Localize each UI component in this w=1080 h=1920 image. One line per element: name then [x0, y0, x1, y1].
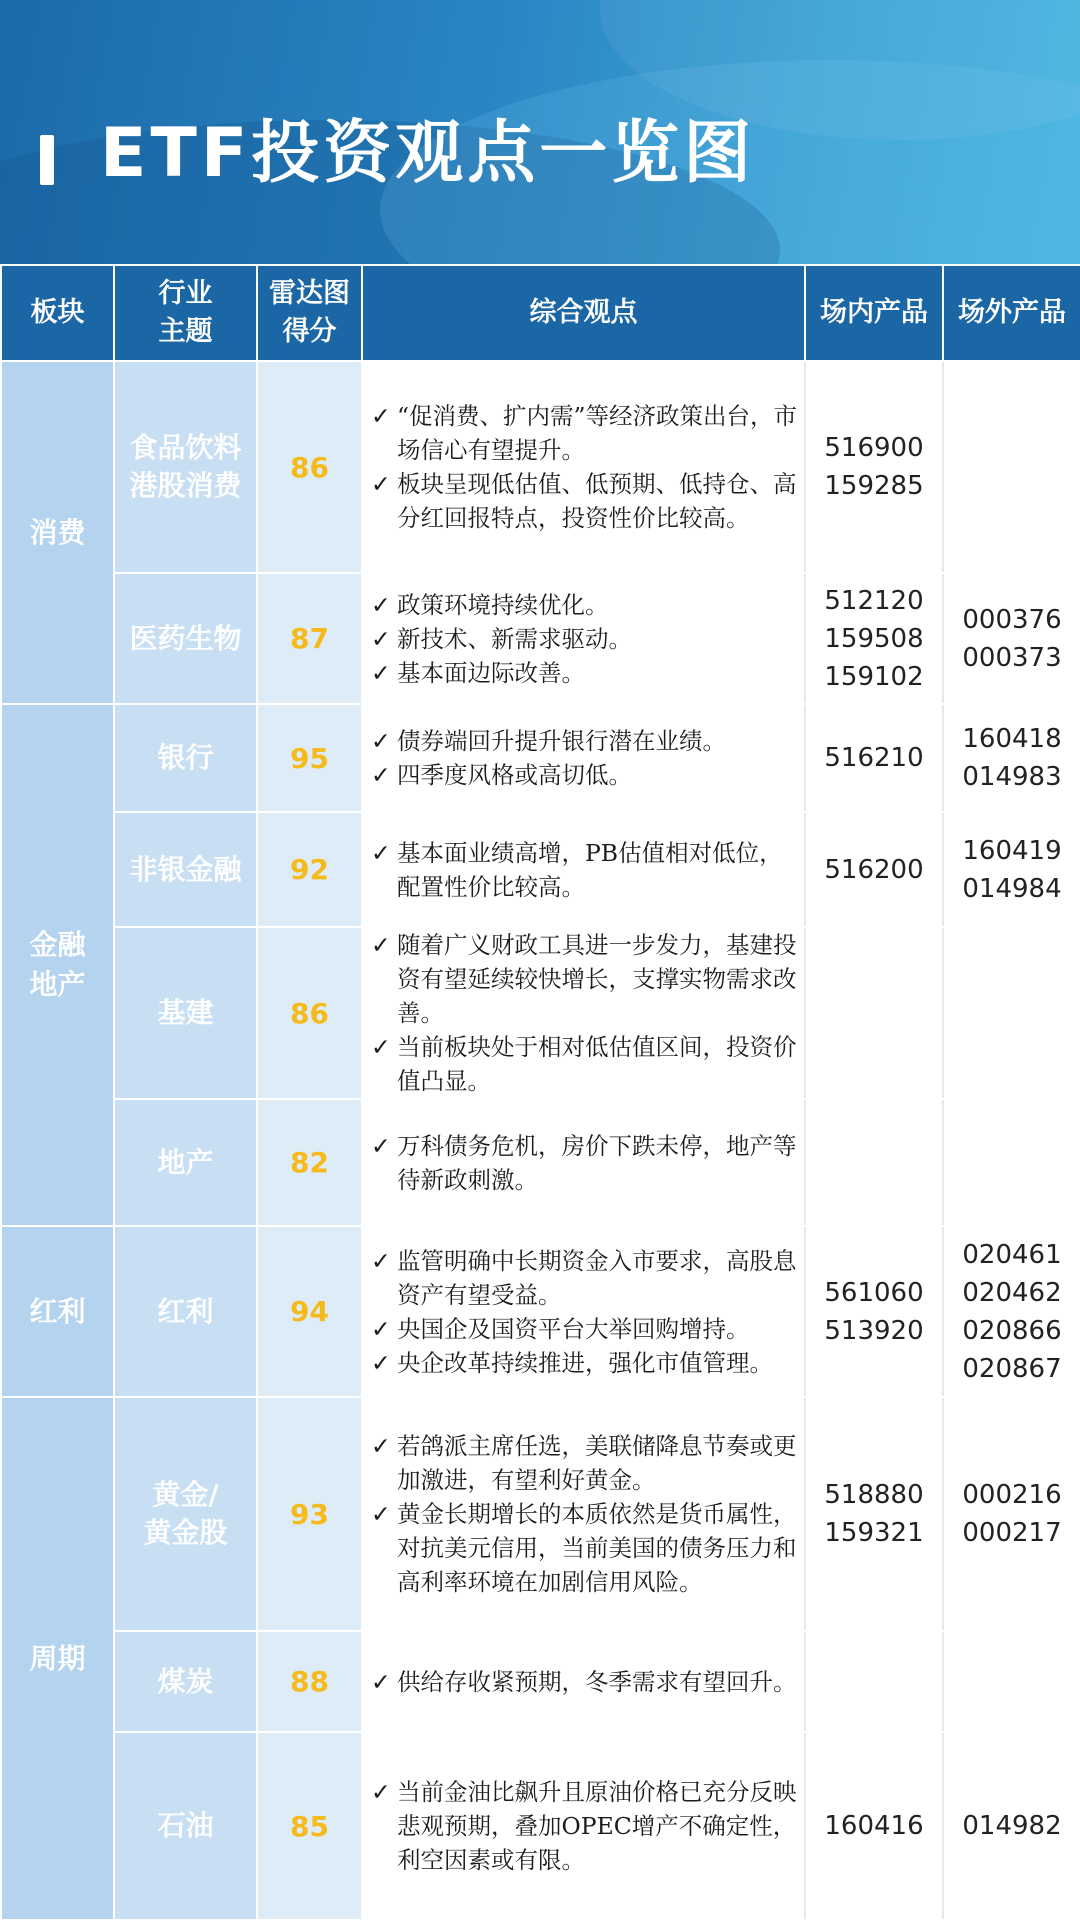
- theme-cell: 非银金融: [114, 812, 257, 927]
- check-icon: ✓: [371, 402, 391, 430]
- theme-cell: 石油: [114, 1732, 257, 1920]
- table-header-row: [1, 265, 1080, 361]
- score-cell: 93: [257, 1397, 362, 1631]
- sector-cell-finance: 金融 地产: [1, 704, 114, 1226]
- view-point: ✓ 供给存收紧预期，冬季需求有望回升。: [371, 1665, 800, 1699]
- page-title: ETF投资观点一览图: [100, 114, 756, 193]
- onex-products-cell: [805, 1732, 943, 1920]
- table-row: [1, 1226, 1080, 1397]
- header-onex-products: 场内产品: [805, 265, 943, 361]
- check-icon: ✓: [371, 1131, 391, 1160]
- table-row: [1, 1732, 1080, 1920]
- view-cell: [362, 704, 805, 812]
- product-code: 160418: [962, 724, 1062, 754]
- onex-products-cell: [805, 812, 943, 927]
- product-code: 020867: [962, 1353, 1062, 1384]
- table-row: [1, 573, 1080, 704]
- header-theme: 行业 主题: [114, 265, 257, 361]
- view-point: ✓ 债券端回升提升银行潜在业绩。: [371, 724, 800, 758]
- score-cell: 82: [257, 1099, 362, 1226]
- title-accent-bar: [40, 135, 54, 185]
- onex-products-cell: [805, 573, 943, 704]
- view-point: ✓ 新技术、新需求驱动。: [371, 622, 800, 656]
- otc-products-cell: [943, 927, 1080, 1099]
- check-icon: ✓: [371, 727, 391, 755]
- view-point: ✓ 随着广义财政工具进一步发力，基建投资有望延续较快增长，支撑实物需求改善。: [371, 928, 800, 1030]
- view-cell: [362, 573, 805, 704]
- product-code: 014984: [962, 873, 1062, 904]
- view-cell: [362, 1226, 805, 1397]
- onex-products-cell: [805, 1631, 943, 1732]
- header-banner: [0, 0, 1080, 264]
- view-cell: [362, 927, 805, 1099]
- product-code: 512120: [824, 585, 924, 616]
- product-code: 160416: [824, 1811, 924, 1841]
- score-cell: 87: [257, 573, 362, 704]
- check-icon: ✓: [371, 838, 391, 867]
- header-score: 雷达图 得分: [257, 265, 362, 361]
- view-point: ✓ 板块呈现低估值、低预期、低持仓、高分红回报特点，投资性价比较高。: [371, 467, 800, 535]
- onex-products-cell: [805, 1226, 943, 1397]
- header-otc-products: 场外产品: [943, 265, 1080, 361]
- theme-cell: 医药生物: [114, 573, 257, 704]
- otc-products-cell: [943, 573, 1080, 704]
- check-icon: ✓: [371, 761, 391, 789]
- check-icon: ✓: [371, 931, 391, 959]
- table-row: [1, 704, 1080, 812]
- product-code: 159102: [824, 661, 924, 692]
- header-sector: 板块: [1, 265, 114, 361]
- score-cell: 88: [257, 1631, 362, 1732]
- check-icon: ✓: [371, 470, 391, 498]
- product-code: 014982: [962, 1811, 1062, 1841]
- theme-cell: 地产: [114, 1099, 257, 1226]
- table-row: [1, 927, 1080, 1099]
- product-code: 000217: [962, 1518, 1062, 1548]
- theme-cell: 红利: [114, 1226, 257, 1397]
- view-point: ✓ 当前板块处于相对低估值区间，投资价值凸显。: [371, 1030, 800, 1098]
- onex-products-cell: [805, 704, 943, 812]
- onex-products-cell: [805, 1099, 943, 1226]
- check-icon: ✓: [371, 1033, 391, 1061]
- table-row: [1, 1631, 1080, 1732]
- product-code: 513920: [824, 1315, 924, 1346]
- check-icon: ✓: [371, 1778, 391, 1806]
- table-row: [1, 1099, 1080, 1226]
- table-row: [1, 812, 1080, 927]
- otc-products-cell: [943, 1226, 1080, 1397]
- view-point: ✓ 央国企及国资平台大举回购增持。: [371, 1312, 800, 1346]
- view-cell: [362, 812, 805, 927]
- otc-products-cell: [943, 704, 1080, 812]
- check-icon: ✓: [371, 590, 391, 619]
- view-point: ✓ 四季度风格或高切低。: [371, 758, 800, 792]
- check-icon: ✓: [371, 624, 391, 653]
- otc-products-cell: [943, 1397, 1080, 1631]
- score-cell: 85: [257, 1732, 362, 1920]
- product-code: 518880: [824, 1480, 924, 1510]
- view-point: ✓ 万科债务危机，房价下跌未停，地产等待新政刺激。: [371, 1129, 800, 1197]
- product-code: 000373: [962, 642, 1062, 673]
- check-icon: ✓: [371, 1667, 391, 1696]
- view-point: ✓ 央企改革持续推进，强化市值管理。: [371, 1346, 800, 1380]
- view-cell: [362, 1631, 805, 1732]
- otc-products-cell: [943, 1732, 1080, 1920]
- check-icon: ✓: [371, 1500, 391, 1528]
- sector-cell-cycle: 周期: [1, 1397, 114, 1920]
- otc-products-cell: [943, 361, 1080, 573]
- view-point: ✓ 监管明确中长期资金入市要求，高股息资产有望受益。: [371, 1244, 800, 1312]
- score-cell: 86: [257, 361, 362, 573]
- view-point: ✓ 当前金油比飙升且原油价格已充分反映悲观预期，叠加OPEC增产不确定性，利空因素或有限。: [371, 1775, 800, 1877]
- view-point: ✓ 若鸽派主席任选，美联储降息节奏或更加激进，有望利好黄金。: [371, 1429, 800, 1497]
- table-row: [1, 1397, 1080, 1631]
- etf-view-table: [0, 264, 1080, 1920]
- product-code: 160419: [962, 835, 1062, 866]
- check-icon: ✓: [371, 1246, 391, 1275]
- view-cell: [362, 1732, 805, 1920]
- product-code: 020461: [962, 1239, 1062, 1270]
- onex-products-cell: [805, 927, 943, 1099]
- product-code: 516900: [824, 433, 924, 463]
- view-point: ✓ 基本面业绩高增，PB估值相对低位，配置性价比较高。: [371, 836, 800, 904]
- check-icon: ✓: [371, 1314, 391, 1343]
- view-point: ✓ “促消费、扩内需”等经济政策出台，市场信心有望提升。: [371, 399, 800, 467]
- theme-cell: 银行: [114, 704, 257, 812]
- sector-cell-consumer: 消费: [1, 361, 114, 704]
- product-code: 516210: [824, 743, 924, 773]
- score-cell: 94: [257, 1226, 362, 1397]
- product-code: 561060: [824, 1277, 924, 1308]
- view-point: ✓ 政策环境持续优化。: [371, 588, 800, 622]
- view-point: ✓ 基本面边际改善。: [371, 656, 800, 690]
- view-cell: [362, 361, 805, 573]
- product-code: 020462: [962, 1277, 1062, 1308]
- score-cell: 86: [257, 927, 362, 1099]
- view-point: ✓ 黄金长期增长的本质依然是货币属性，对抗美元信用，当前美国的债务压力和高利率环境在加剧信用风险。: [371, 1497, 800, 1599]
- view-cell: [362, 1099, 805, 1226]
- theme-cell: 基建: [114, 927, 257, 1099]
- product-code: 000376: [962, 604, 1062, 635]
- product-code: 000216: [962, 1480, 1062, 1510]
- product-code: 159321: [824, 1518, 924, 1548]
- product-code: 014983: [962, 762, 1062, 792]
- view-cell: [362, 1397, 805, 1631]
- score-cell: 92: [257, 812, 362, 927]
- product-code: 020866: [962, 1315, 1062, 1346]
- header-view: 综合观点: [362, 265, 805, 361]
- check-icon: ✓: [371, 1432, 391, 1460]
- check-icon: ✓: [371, 658, 391, 687]
- product-code: 159285: [824, 471, 924, 501]
- onex-products-cell: [805, 1397, 943, 1631]
- otc-products-cell: [943, 1099, 1080, 1226]
- score-cell: 95: [257, 704, 362, 812]
- product-code: 159508: [824, 623, 924, 654]
- theme-cell: 煤炭: [114, 1631, 257, 1732]
- sector-cell-dividend: 红利: [1, 1226, 114, 1397]
- theme-cell: 黄金/ 黄金股: [114, 1397, 257, 1631]
- check-icon: ✓: [371, 1348, 391, 1377]
- onex-products-cell: [805, 361, 943, 573]
- theme-cell: 食品饮料 港股消费: [114, 361, 257, 573]
- table-row: [1, 361, 1080, 573]
- otc-products-cell: [943, 812, 1080, 927]
- otc-products-cell: [943, 1631, 1080, 1732]
- product-code: 516200: [824, 854, 924, 885]
